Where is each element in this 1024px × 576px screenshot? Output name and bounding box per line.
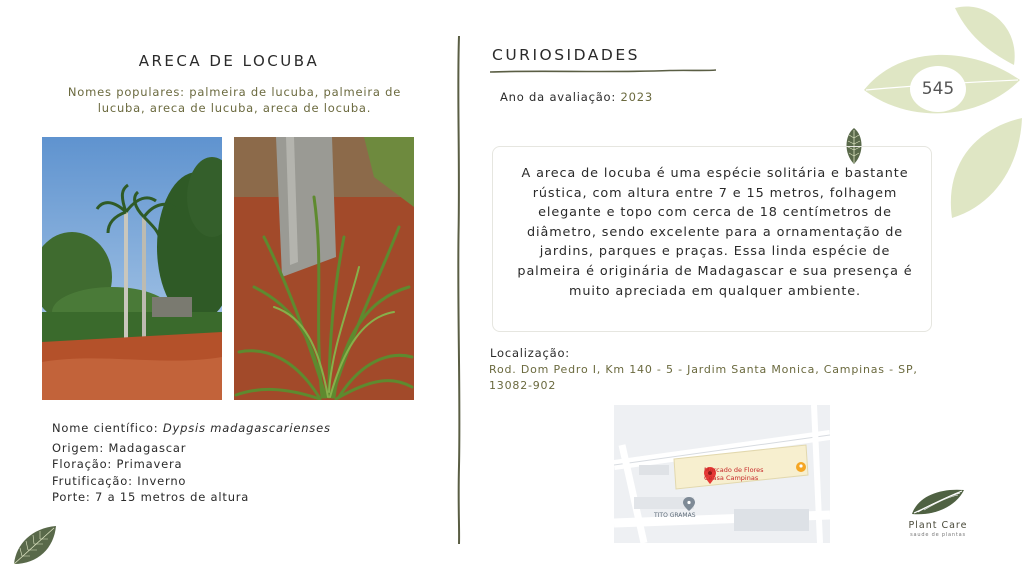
description-text: A areca de locuba é uma espécie solitária e bastante rústica, com altura entre 7 e 15 metros, folhagem elegante e topo com cerca de 18 centímetros de diâmetro, sendo excelente para a ornamentação de jardins, parques e praças. Essa linda espécie de palmeira é originária de Madagascar e sua presença é muito apreciada em qualquer ambiente. [517, 166, 913, 299]
fruiting: Frutificação: Inverno [52, 473, 187, 488]
brand-name: Plant Care [908, 520, 968, 531]
popular-names-value: palmeira de lucuba, palmeira de lucuba, areca de lucuba, areca de locuba. [97, 85, 402, 115]
vertical-divider [456, 36, 462, 544]
popular-names-label: Nomes populares: [67, 85, 185, 99]
flowering: Floração: Primavera [52, 457, 183, 471]
evaluation-year-value: 2023 [620, 90, 654, 104]
brand-logo [898, 486, 978, 538]
plant-title: ARECA DE LOCUBA [138, 52, 320, 70]
map-place-label-2: Ceasa Campinas [704, 474, 759, 482]
location-label: Localização: [490, 346, 570, 360]
evaluation-year [500, 90, 653, 104]
scientific-name [52, 420, 331, 437]
title-underline [490, 68, 716, 74]
scientific-name-value: Dypsis madagascarienses [162, 421, 331, 435]
location-address: Rod. Dom Pedro I, Km 140 - 5 - Jardim Santa Monica, Campinas - SP, 13082-902 [489, 363, 918, 392]
evaluation-number-badge: 545 [910, 66, 966, 112]
location-map[interactable] [614, 405, 830, 543]
evaluation-year-label: Ano da avaliação: [500, 90, 617, 104]
plant-details [52, 420, 331, 506]
brand-leaf-icon [910, 486, 966, 516]
map-poi-label: TITO GRAMAS [654, 512, 696, 519]
scientific-name-label: Nome científico: [52, 421, 159, 435]
leaf-icon-bottom [10, 522, 60, 568]
popular-names [52, 84, 417, 116]
palm-trunk-photo [234, 137, 414, 400]
palm-trees-photo [42, 137, 222, 400]
brand-tagline: saude de plantas [910, 532, 966, 538]
section-title: CURIOSIDADES [492, 46, 640, 64]
plant-size: Porte: 7 a 15 metros de altura [52, 490, 250, 504]
origin: Origem: Madagascar [52, 440, 187, 455]
map-place-label-1: Mercado de Flores [704, 466, 764, 474]
